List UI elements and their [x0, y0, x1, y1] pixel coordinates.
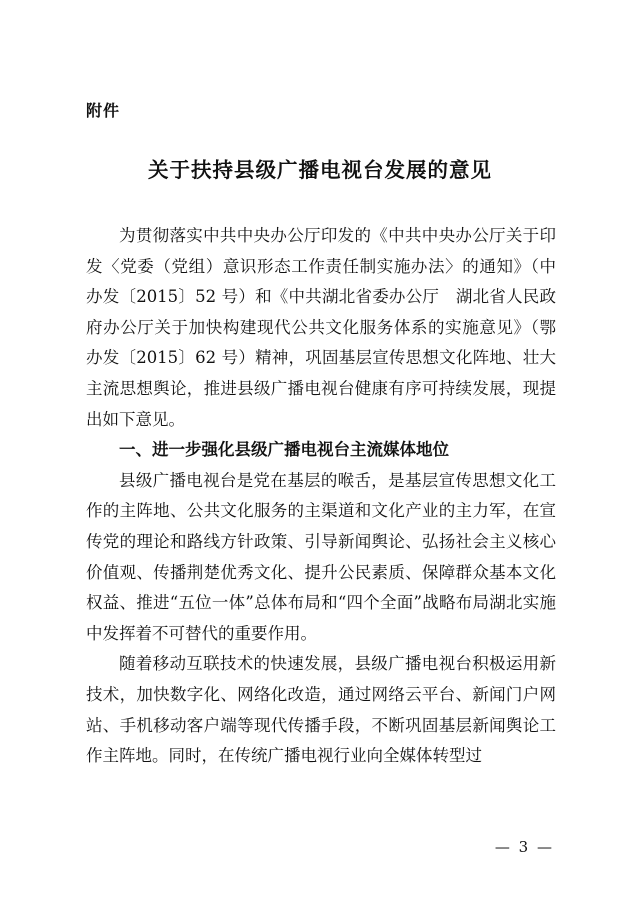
document-body [86, 221, 556, 772]
body-paragraph: 随着移动互联技术的快速发展，县级广播电视台积极运用新技术，加快数字化、网络化改造，通过网络云平台、新闻门户网站、手机移动客户端等现代传播手段，不断巩固基层新闻舆论工作主阵地。同时，在传统广播电视行业向全媒体转型过 [86, 654, 556, 766]
page-number: — 3 — [494, 838, 554, 856]
attachment-label: 附件 [86, 101, 121, 120]
section-heading: 一、进一步强化县级广播电视台主流媒体地位 [119, 440, 449, 460]
intro-paragraph: 为贯彻落实中共中央办公厅印发的《中共中央办公厅关于印发〈党委（党组）意识形态工作责任制实施办法〉的通知》（中办发〔2015〕52 号）和《中共湖北省委办公厅 湖北省人民政府办公厅关于加快构建现代公共文化服务体系的实施意见》（鄂办发〔2015〕62 号）精神，巩固基层宣传思想文化阵地、壮大主流思想舆论，推进县级广播电视台健康有序可持续发展，现提出如下意见。 [86, 226, 556, 429]
body-paragraph: 县级广播电视台是党在基层的喉舌，是基层宣传思想文化工作的主阵地、公共文化服务的主渠道和文化产业的主力军，在宣传党的理论和路线方针政策、引导新闻舆论、弘扬社会主义核心价值观、传播荆楚优秀文化、提升公民素质、保障群众基本文化权益、推进“五位一体”总体布局和“四个全面”战略布局湖北实施中发挥着不可替代的重要作用。 [86, 470, 556, 643]
document-title: 关于扶持县级广播电视台发展的意见 [148, 158, 492, 182]
